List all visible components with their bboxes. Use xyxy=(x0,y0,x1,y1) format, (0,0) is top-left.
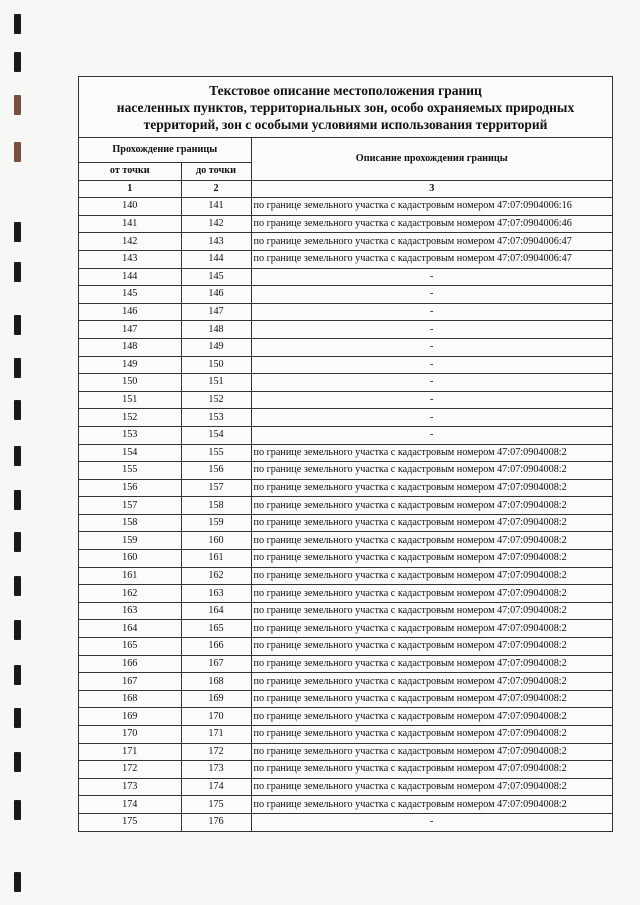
description-cell: по границе земельного участка с кадастровым номером 47:07:0904008:2 xyxy=(251,708,612,726)
to-point-cell: 154 xyxy=(181,426,251,444)
boundary-table xyxy=(79,138,612,831)
description-cell: - xyxy=(251,321,612,339)
to-point-cell: 145 xyxy=(181,268,251,286)
title-line: территорий, зон с особыми условиями использования территорий xyxy=(143,117,548,132)
binder-hole xyxy=(14,576,21,596)
binder-hole xyxy=(14,490,21,510)
description-cell: по границе земельного участка с кадастровым номером 47:07:0904008:2 xyxy=(251,479,612,497)
description-cell: по границе земельного участка с кадастровым номером 47:07:0904008:2 xyxy=(251,655,612,673)
description-cell: по границе земельного участка с кадастровым номером 47:07:0904008:2 xyxy=(251,532,612,550)
binder-hole xyxy=(14,752,21,772)
from-point-cell: 151 xyxy=(79,391,181,409)
header-to-point: до точки xyxy=(181,163,251,181)
to-point-cell: 155 xyxy=(181,444,251,462)
table-row xyxy=(79,268,612,286)
table-row xyxy=(79,444,612,462)
title-line: Текстовое описание местоположения границ xyxy=(209,83,482,98)
from-point-cell: 161 xyxy=(79,567,181,585)
header-col-number: 3 xyxy=(251,180,612,198)
description-cell: - xyxy=(251,268,612,286)
description-cell: - xyxy=(251,374,612,392)
to-point-cell: 173 xyxy=(181,761,251,779)
description-cell: - xyxy=(251,356,612,374)
table-row xyxy=(79,761,612,779)
table-row xyxy=(79,303,612,321)
to-point-cell: 176 xyxy=(181,813,251,830)
to-point-cell: 170 xyxy=(181,708,251,726)
to-point-cell: 164 xyxy=(181,602,251,620)
binder-hole xyxy=(14,142,21,162)
from-point-cell: 155 xyxy=(79,462,181,480)
header-col-number: 2 xyxy=(181,180,251,198)
table-row xyxy=(79,497,612,515)
from-point-cell: 160 xyxy=(79,550,181,568)
from-point-cell: 165 xyxy=(79,638,181,656)
table-row xyxy=(79,550,612,568)
from-point-cell: 157 xyxy=(79,497,181,515)
to-point-cell: 166 xyxy=(181,638,251,656)
to-point-cell: 157 xyxy=(181,479,251,497)
description-cell: по границе земельного участка с кадастровым номером 47:07:0904008:2 xyxy=(251,550,612,568)
to-point-cell: 143 xyxy=(181,233,251,251)
description-cell: по границе земельного участка с кадастровым номером 47:07:0904006:47 xyxy=(251,250,612,268)
from-point-cell: 162 xyxy=(79,585,181,603)
table-row xyxy=(79,655,612,673)
from-point-cell: 174 xyxy=(79,796,181,814)
from-point-cell: 166 xyxy=(79,655,181,673)
to-point-cell: 162 xyxy=(181,567,251,585)
table-row xyxy=(79,233,612,251)
table-row xyxy=(79,391,612,409)
table-row xyxy=(79,409,612,427)
description-cell: - xyxy=(251,813,612,830)
table-row xyxy=(79,374,612,392)
table-row xyxy=(79,479,612,497)
to-point-cell: 160 xyxy=(181,532,251,550)
to-point-cell: 141 xyxy=(181,198,251,216)
from-point-cell: 143 xyxy=(79,250,181,268)
binder-hole xyxy=(14,95,21,115)
title-line: населенных пунктов, территориальных зон, особо охраняемых природных xyxy=(116,100,575,115)
table-row xyxy=(79,426,612,444)
to-point-cell: 167 xyxy=(181,655,251,673)
description-cell: - xyxy=(251,338,612,356)
header-description: Описание прохождения границы xyxy=(251,138,612,180)
to-point-cell: 165 xyxy=(181,620,251,638)
from-point-cell: 141 xyxy=(79,215,181,233)
to-point-cell: 150 xyxy=(181,356,251,374)
from-point-cell: 150 xyxy=(79,374,181,392)
table-row xyxy=(79,585,612,603)
description-cell: - xyxy=(251,286,612,304)
to-point-cell: 153 xyxy=(181,409,251,427)
boundary-description-sheet xyxy=(78,76,613,832)
to-point-cell: 147 xyxy=(181,303,251,321)
description-cell: по границе земельного участка с кадастровым номером 47:07:0904008:2 xyxy=(251,602,612,620)
description-cell: по границе земельного участка с кадастровым номером 47:07:0904008:2 xyxy=(251,444,612,462)
to-point-cell: 163 xyxy=(181,585,251,603)
binder-hole xyxy=(14,872,21,892)
description-cell: - xyxy=(251,391,612,409)
description-cell: по границе земельного участка с кадастровым номером 47:07:0904008:2 xyxy=(251,462,612,480)
header-col-number: 1 xyxy=(79,180,181,198)
binder-hole xyxy=(14,400,21,420)
from-point-cell: 168 xyxy=(79,690,181,708)
to-point-cell: 152 xyxy=(181,391,251,409)
from-point-cell: 145 xyxy=(79,286,181,304)
table-row xyxy=(79,514,612,532)
table-row xyxy=(79,250,612,268)
binder-hole xyxy=(14,14,21,34)
from-point-cell: 170 xyxy=(79,726,181,744)
description-cell: по границе земельного участка с кадастровым номером 47:07:0904006:46 xyxy=(251,215,612,233)
to-point-cell: 171 xyxy=(181,726,251,744)
description-cell: по границе земельного участка с кадастровым номером 47:07:0904008:2 xyxy=(251,673,612,691)
from-point-cell: 148 xyxy=(79,338,181,356)
to-point-cell: 168 xyxy=(181,673,251,691)
from-point-cell: 164 xyxy=(79,620,181,638)
boundary-rows xyxy=(79,198,612,831)
binder-hole xyxy=(14,446,21,466)
from-point-cell: 156 xyxy=(79,479,181,497)
table-row xyxy=(79,321,612,339)
table-row xyxy=(79,602,612,620)
to-point-cell: 159 xyxy=(181,514,251,532)
table-row xyxy=(79,462,612,480)
binder-hole xyxy=(14,620,21,640)
binder-hole xyxy=(14,262,21,282)
description-cell: по границе земельного участка с кадастровым номером 47:07:0904008:2 xyxy=(251,514,612,532)
binder-hole xyxy=(14,665,21,685)
table-row xyxy=(79,673,612,691)
table-row xyxy=(79,356,612,374)
description-cell: по границе земельного участка с кадастровым номером 47:07:0904008:2 xyxy=(251,726,612,744)
to-point-cell: 156 xyxy=(181,462,251,480)
from-point-cell: 153 xyxy=(79,426,181,444)
from-point-cell: 173 xyxy=(79,778,181,796)
to-point-cell: 149 xyxy=(181,338,251,356)
table-row xyxy=(79,198,612,216)
to-point-cell: 169 xyxy=(181,690,251,708)
from-point-cell: 149 xyxy=(79,356,181,374)
description-cell: по границе земельного участка с кадастровым номером 47:07:0904008:2 xyxy=(251,743,612,761)
header-boundary-passage: Прохождение границы xyxy=(79,138,251,163)
to-point-cell: 172 xyxy=(181,743,251,761)
binder-hole xyxy=(14,358,21,378)
from-point-cell: 142 xyxy=(79,233,181,251)
from-point-cell: 158 xyxy=(79,514,181,532)
table-row xyxy=(79,532,612,550)
from-point-cell: 172 xyxy=(79,761,181,779)
to-point-cell: 175 xyxy=(181,796,251,814)
description-cell: - xyxy=(251,409,612,427)
table-row xyxy=(79,708,612,726)
table-row xyxy=(79,743,612,761)
table-row xyxy=(79,796,612,814)
binder-hole xyxy=(14,315,21,335)
from-point-cell: 169 xyxy=(79,708,181,726)
from-point-cell: 154 xyxy=(79,444,181,462)
to-point-cell: 151 xyxy=(181,374,251,392)
to-point-cell: 148 xyxy=(181,321,251,339)
to-point-cell: 158 xyxy=(181,497,251,515)
table-row xyxy=(79,567,612,585)
binder-hole xyxy=(14,708,21,728)
description-cell: по границе земельного участка с кадастровым номером 47:07:0904006:47 xyxy=(251,233,612,251)
to-point-cell: 161 xyxy=(181,550,251,568)
from-point-cell: 147 xyxy=(79,321,181,339)
description-cell: по границе земельного участка с кадастровым номером 47:07:0904008:2 xyxy=(251,690,612,708)
from-point-cell: 152 xyxy=(79,409,181,427)
table-row xyxy=(79,778,612,796)
to-point-cell: 144 xyxy=(181,250,251,268)
binder-hole xyxy=(14,222,21,242)
from-point-cell: 163 xyxy=(79,602,181,620)
from-point-cell: 171 xyxy=(79,743,181,761)
description-cell: по границе земельного участка с кадастровым номером 47:07:0904008:2 xyxy=(251,567,612,585)
binder-holes xyxy=(0,0,30,905)
description-cell: по границе земельного участка с кадастровым номером 47:07:0904008:2 xyxy=(251,638,612,656)
description-cell: по границе земельного участка с кадастровым номером 47:07:0904008:2 xyxy=(251,796,612,814)
table-row xyxy=(79,690,612,708)
table-row xyxy=(79,215,612,233)
description-cell: - xyxy=(251,303,612,321)
to-point-cell: 142 xyxy=(181,215,251,233)
binder-hole xyxy=(14,800,21,820)
description-cell: по границе земельного участка с кадастровым номером 47:07:0904008:2 xyxy=(251,620,612,638)
description-cell: по границе земельного участка с кадастровым номером 47:07:0904006:16 xyxy=(251,198,612,216)
to-point-cell: 174 xyxy=(181,778,251,796)
table-row xyxy=(79,620,612,638)
table-row xyxy=(79,286,612,304)
from-point-cell: 140 xyxy=(79,198,181,216)
binder-hole xyxy=(14,532,21,552)
to-point-cell: 146 xyxy=(181,286,251,304)
description-cell: по границе земельного участка с кадастровым номером 47:07:0904008:2 xyxy=(251,778,612,796)
table-row xyxy=(79,338,612,356)
table-row xyxy=(79,813,612,830)
from-point-cell: 175 xyxy=(79,813,181,830)
description-cell: по границе земельного участка с кадастровым номером 47:07:0904008:2 xyxy=(251,585,612,603)
from-point-cell: 159 xyxy=(79,532,181,550)
binder-hole xyxy=(14,52,21,72)
from-point-cell: 144 xyxy=(79,268,181,286)
description-cell: по границе земельного участка с кадастровым номером 47:07:0904008:2 xyxy=(251,761,612,779)
from-point-cell: 146 xyxy=(79,303,181,321)
description-cell: по границе земельного участка с кадастровым номером 47:07:0904008:2 xyxy=(251,497,612,515)
description-cell: - xyxy=(251,426,612,444)
document-title xyxy=(79,77,612,138)
header-from-point: от точки xyxy=(79,163,181,181)
table-row xyxy=(79,726,612,744)
table-row xyxy=(79,638,612,656)
from-point-cell: 167 xyxy=(79,673,181,691)
